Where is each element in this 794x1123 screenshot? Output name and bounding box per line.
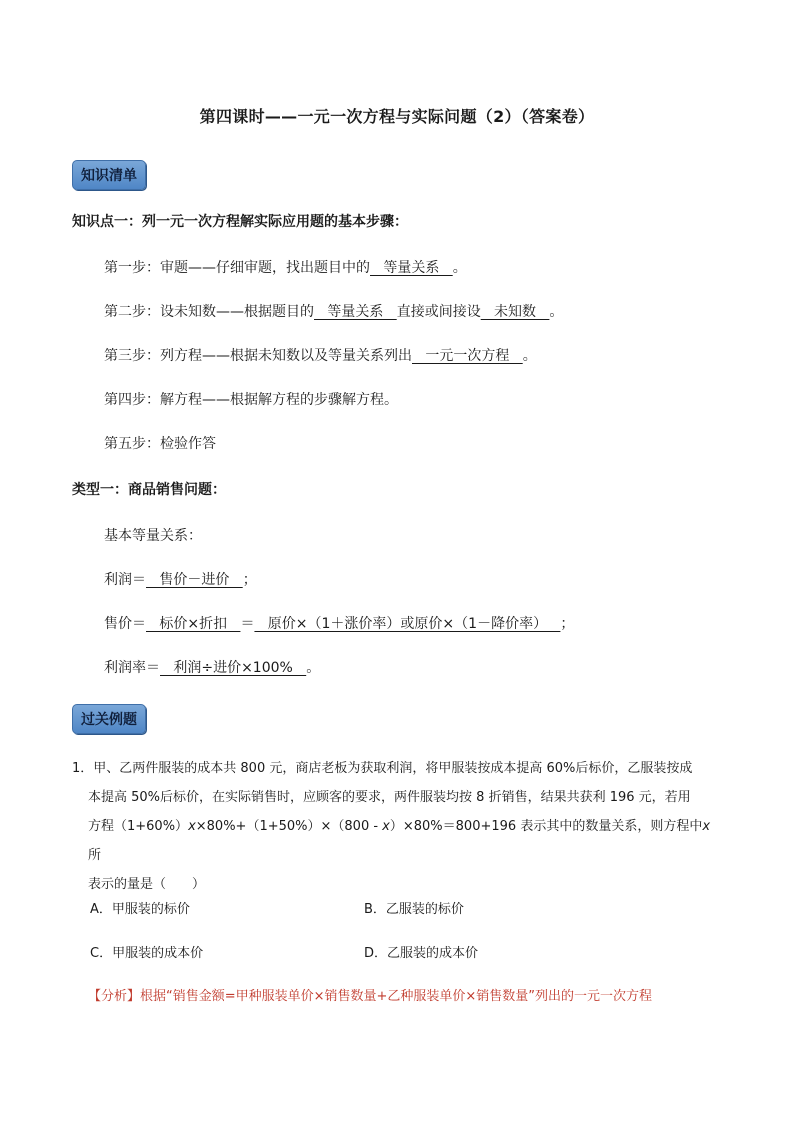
page-title: 第四课时——一元一次方程与实际问题（2）（答案卷） [199, 107, 595, 126]
option-d: D．乙服装的成本价 [364, 946, 479, 961]
formula-text: 售价＝ [104, 616, 146, 632]
answer-blank: 一元一次方程 [412, 348, 523, 364]
formula-text: 利润率＝ [104, 660, 160, 676]
question-text: ）×80%＝800+196 表示其中的数量关系，则方程中 [389, 819, 703, 834]
answer-blank: 售价－进价 [146, 572, 243, 588]
question-line: 表示的量是（ ） [88, 877, 206, 892]
step-2 [104, 302, 563, 322]
profit-rate-formula [104, 658, 320, 678]
step-text: 第二步：设未知数——根据题目的 [104, 304, 314, 320]
variable-x: x [702, 819, 711, 834]
section-badge-examples: 过关例题 [72, 704, 146, 734]
step-text: 第三步：列方程——根据未知数以及等量关系列出 [104, 348, 412, 364]
step-4: 第四步：解方程——根据解方程的步骤解方程。 [104, 392, 398, 408]
answer-blank: 标价×折扣 [146, 616, 241, 632]
option-b: B．乙服装的标价 [364, 902, 464, 917]
step-text: 。 [522, 348, 537, 364]
knowledge-point-heading: 知识点一：列一元一次方程解实际应用题的基本步骤： [72, 214, 408, 230]
question-line [72, 812, 724, 870]
answer-blank: 等量关系 [370, 260, 453, 276]
analysis-text: 【分析】根据“销售金额=甲种服装单价×销售数量+乙种服装单价×销售数量”列出的一元一次方程 [88, 989, 653, 1004]
question-1 [72, 754, 724, 899]
step-text: 。 [452, 260, 467, 276]
basic-relation-label: 基本等量关系： [104, 528, 202, 544]
step-1 [104, 258, 467, 278]
answer-blank: 利润÷进价×100% [160, 660, 307, 676]
answer-blank: 未知数 [480, 304, 550, 320]
section-badge-knowledge: 知识清单 [72, 160, 146, 190]
formula-text: ＝ [240, 616, 255, 632]
step-text: 。 [549, 304, 564, 320]
answer-blank: 原价×（1＋涨价率）或原价×（1－降价率） [254, 616, 561, 632]
profit-formula [104, 570, 257, 590]
formula-text: ； [242, 572, 257, 588]
variable-x: x [188, 819, 196, 834]
step-5: 第五步：检验作答 [104, 436, 216, 452]
step-3 [104, 346, 537, 366]
step-text: 第一步：审题——仔细审题，找出题目中的 [104, 260, 370, 276]
formula-text: 。 [306, 660, 321, 676]
answer-blank: 等量关系 [314, 304, 397, 320]
question-text: ×80%+（1+50%）×（800 - [195, 819, 383, 834]
option-c: C．甲服装的成本价 [90, 946, 204, 961]
option-a: A．甲服装的标价 [90, 902, 190, 917]
variable-x: x [382, 819, 390, 834]
formula-text: ； [560, 616, 575, 632]
question-line: 本提高 50%后标价，在实际销售时，应顾客的要求，两件服装均按 8 折销售，结果共获利 196 元，若用 [88, 790, 691, 805]
step-text: 直接或间接设 [396, 304, 481, 320]
price-formula [104, 614, 574, 634]
type-heading: 类型一：商品销售问题： [72, 482, 226, 498]
question-line: 1．甲、乙两件服装的成本共 800 元，商店老板为获取利润，将甲服装按成本提高 60%后标价，乙服装按成 [72, 761, 693, 776]
question-text: 所 [88, 848, 102, 863]
question-text: 方程（1+60%） [88, 819, 189, 834]
formula-text: 利润＝ [104, 572, 146, 588]
